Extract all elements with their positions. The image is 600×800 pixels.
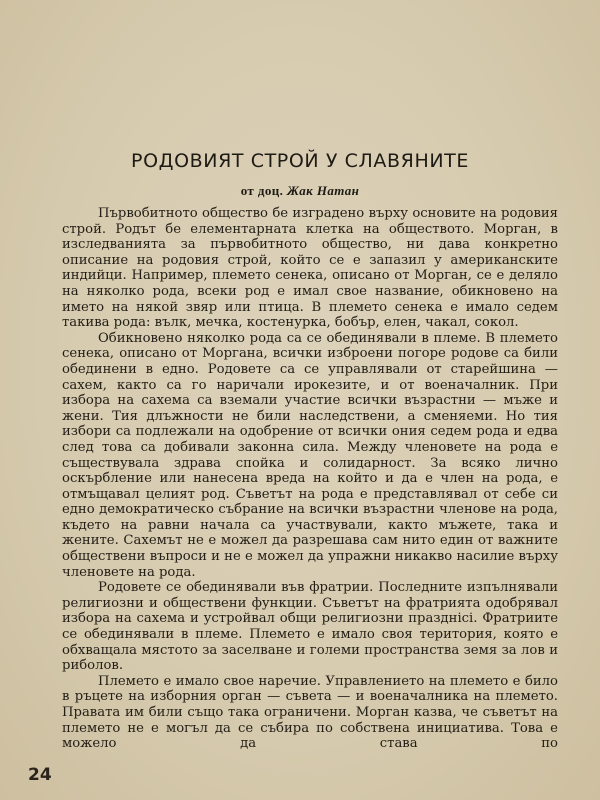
article-body xyxy=(62,206,558,752)
paragraph: Обикновено няколко рода са се обединявали в племе. В племето сенека, описано от Моргана, всички изброени погоре родове са били обединени в едно. Родовете са се управлявали от старейшина — сахем, както са го наричали ирокезите, и от военачалник. При избора на сахема са вземали участие всички възрастни — мъже и жени. Тия длъжности не били наследствени, а сменяеми. Но тия избори са подлежали на одобрение от всички ония седем рода и едва след това са добивали законна сила. Между членовете на рода е съществувала здрава спойка и солидарност. За всяко лично оскърбление или нанесена вреда на който и да е член на рода, е отмъщавал целият род. Съветът на рода е представлявал от себе си едно демократическо събрание на всички възрастни членове на рода, където на равни начала са участвували, както мъжете, така и жените. Сахемът не е можел да разрешава сам нито един от важните обществени въпроси и не е можел да упражни никакво насилие върху членовете на рода. xyxy=(62,330,558,580)
paragraph: Родовете се обединявали във фратрии. Последните изпълнявали религиозни и обществени функции. Съветът на фратрията одобрявал избора на сахема и устройвал общи религиозни празднici. Фратриите се обединявали в племе. Племето е имало своя територия, която е обхващала мястото за заселване и големи пространства земя за лов и риболов. xyxy=(62,580,558,674)
article-title: РОДОВИЯТ СТРОЙ У СЛАВЯНИТЕ xyxy=(131,150,469,172)
paragraph: Племето е имало свое наречие. Управлението на племето е било в ръцете на изборния орган — съвета — и военачалника на племето. Правата им били също така ограничени. Морган казва, че съветът на племето не е могъл да се събира по собствена инициатива. Това е можело да става по xyxy=(62,673,558,752)
article-byline xyxy=(0,183,600,199)
page-number: 24 xyxy=(28,765,52,785)
paragraph: Първобитното общество бе изградено върху основите на родовия строй. Родът бе елементарната клетка на обществото. Морган, в изследванията за първобитното общество, ни дава конкретно описание на родовия строй, който се е запазил у американските индийци. Например, племето сенека, описано от Морган, се е деляло на няколко рода, всеки род е имал свое название, обикновено на името на някой звяр или птица. В племето сенека е имало седем такива рода: вълк, мечка, костенурка, бобър, елен, чакал, сокол. xyxy=(62,206,558,331)
byline-author: Жак Натан xyxy=(286,183,360,198)
byline-prefix: от доц. xyxy=(240,183,284,198)
